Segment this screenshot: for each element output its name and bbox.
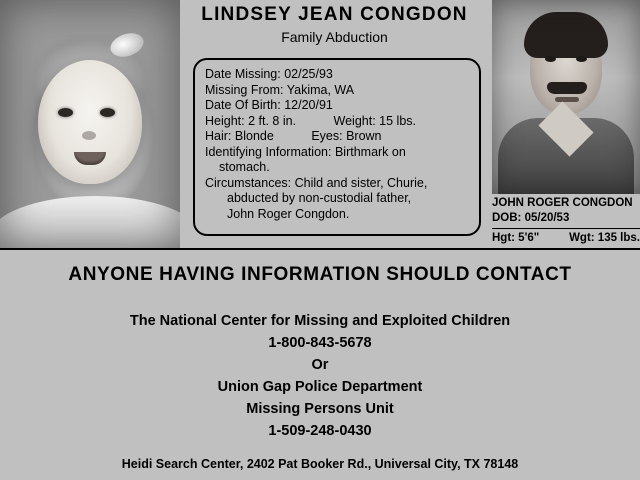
info-circumstances: [205, 176, 470, 192]
weight-value: 15 lbs.: [379, 113, 417, 128]
identifying-label: Identifying Information:: [205, 144, 332, 159]
info-missing-from: [205, 83, 470, 99]
missing-from-value: Yakima, WA: [286, 82, 355, 97]
date-missing-label: Date Missing:: [205, 67, 281, 81]
weight-label: Weight:: [333, 113, 376, 128]
contact-headline: ANYONE HAVING INFORMATION SHOULD CONTACT: [68, 264, 572, 285]
abductor-name: JOHN ROGER CONGDON: [492, 197, 633, 209]
contact-details: [0, 310, 640, 442]
section-divider: [0, 248, 640, 250]
contact-phone-ncmec[interactable]: 1-800-843-5678: [268, 335, 372, 351]
abductor-caption: [492, 196, 640, 245]
child-info-box: [193, 58, 481, 236]
height-value: 2 ft. 8 in.: [248, 113, 297, 128]
child-photo-vignette: [0, 0, 180, 248]
hair-label: Hair:: [205, 129, 232, 143]
abductor-stats: [492, 228, 640, 245]
identifying-value-line1: Birthmark on: [334, 144, 406, 159]
info-height-weight: [205, 114, 470, 130]
abductor-dob: DOB: 05/20/53: [492, 212, 570, 224]
info-hair-eyes: [205, 129, 470, 145]
title-block: [182, 4, 487, 45]
circumstances-label: Circumstances:: [205, 175, 292, 190]
date-missing-value: 02/25/93: [284, 67, 333, 81]
info-identifying-cont: stomach.: [219, 160, 270, 174]
missing-from-label: Missing From:: [205, 82, 284, 97]
circumstances-value-line1: Child and sister, Churie,: [294, 175, 428, 190]
dob-label: Date Of Birth:: [205, 98, 281, 112]
hair-value: Blonde: [234, 129, 274, 143]
info-circumstances-line3: John Roger Congdon.: [227, 206, 350, 221]
case-type-label: Family Abduction: [281, 29, 388, 45]
dob-value: 12/20/91: [284, 98, 333, 112]
page-title: LINDSEY JEAN CONGDON: [201, 4, 468, 25]
eyes-label: Eyes:: [311, 129, 343, 143]
contact-unit-police: Missing Persons Unit: [246, 401, 394, 417]
abductor-photo: [492, 0, 640, 194]
contact-org-ncmec: The National Center for Missing and Exploited Children: [129, 313, 511, 329]
child-photo: [0, 0, 180, 248]
contact-or: Or: [311, 357, 329, 373]
contact-phone-police[interactable]: 1-509-248-0430: [268, 423, 372, 439]
contact-org-police: Union Gap Police Department: [217, 379, 423, 395]
info-date-missing: [205, 67, 470, 83]
info-identifying: [205, 145, 470, 161]
abductor-photo-vignette: [492, 0, 640, 194]
info-dob: [205, 98, 470, 114]
poster-footer: Heidi Search Center, 2402 Pat Booker Rd., Universal City, TX 78148: [121, 457, 519, 471]
info-circumstances-line2: abducted by non-custodial father,: [227, 191, 412, 205]
height-label: Height:: [205, 113, 245, 128]
abductor-height: Hgt: 5'6": [492, 232, 540, 244]
abductor-weight: Wgt: 135 lbs.: [569, 232, 640, 244]
eyes-value: Brown: [346, 129, 382, 143]
